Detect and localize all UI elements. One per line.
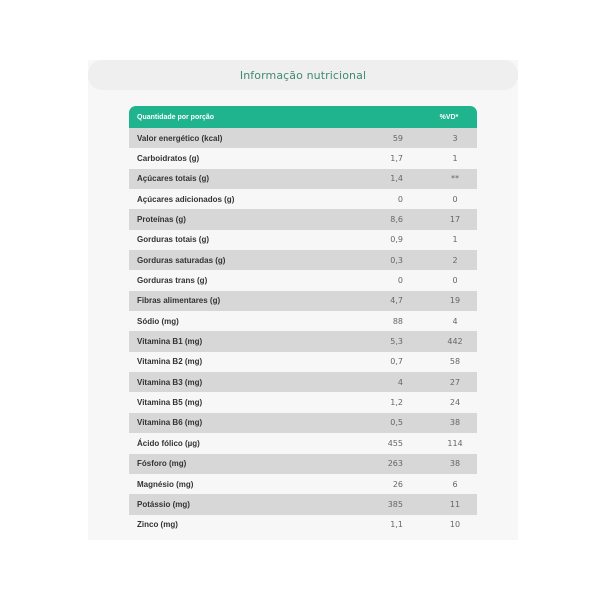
table-row bbox=[129, 474, 477, 494]
nutrient-quantity: 8,6 bbox=[390, 215, 403, 225]
nutrient-quantity: 0 bbox=[397, 276, 403, 286]
nutrient-vd: 19 bbox=[449, 296, 461, 306]
nutrient-name: Açúcares adicionados (g) bbox=[137, 194, 235, 204]
nutrient-name: Vitamina B6 (mg) bbox=[137, 418, 203, 428]
nutrient-vd: 2 bbox=[452, 255, 458, 265]
nutrient-quantity: 0,5 bbox=[390, 418, 403, 428]
nutrient-vd: 10 bbox=[449, 520, 461, 530]
table-row bbox=[129, 331, 477, 351]
nutrient-name: Zinco (mg) bbox=[137, 520, 178, 530]
nutrient-quantity: 1,1 bbox=[390, 520, 403, 530]
table-row bbox=[129, 148, 477, 168]
nutrient-vd: 1 bbox=[452, 235, 458, 245]
nutrient-quantity: 5,3 bbox=[390, 337, 403, 347]
table-row bbox=[129, 169, 477, 189]
table-row bbox=[129, 291, 477, 311]
nutrient-quantity: 26 bbox=[392, 479, 403, 489]
nutrient-quantity: 1,7 bbox=[390, 154, 403, 164]
nutrient-name: Gorduras totais (g) bbox=[137, 235, 210, 245]
table-row bbox=[129, 270, 477, 290]
table-row bbox=[129, 433, 477, 453]
nutrient-vd: 6 bbox=[452, 479, 458, 489]
nutrient-quantity: 88 bbox=[392, 316, 403, 326]
nutrient-quantity: 0,9 bbox=[390, 235, 403, 245]
nutrient-name: Carboidratos (g) bbox=[137, 154, 200, 164]
table-row bbox=[129, 189, 477, 209]
nutrient-name: Fibras alimentares (g) bbox=[137, 296, 221, 306]
section-title: Informação nutricional bbox=[239, 68, 367, 82]
table-row bbox=[129, 128, 477, 148]
table-row bbox=[129, 413, 477, 433]
nutrient-name: Açúcares totais (g) bbox=[137, 174, 210, 184]
nutrient-name: Vitamina B3 (mg) bbox=[137, 377, 203, 387]
nutrient-quantity: 59 bbox=[392, 133, 403, 143]
nutrient-vd: 27 bbox=[449, 377, 461, 387]
nutrient-quantity: 0,3 bbox=[390, 255, 403, 265]
table-row bbox=[129, 250, 477, 270]
nutrient-quantity: 4,7 bbox=[390, 296, 403, 306]
table-row bbox=[129, 494, 477, 514]
nutrient-quantity: 455 bbox=[387, 438, 403, 448]
nutrient-name: Valor energético (kcal) bbox=[137, 133, 223, 143]
nutrient-vd: 58 bbox=[449, 357, 461, 367]
table-row bbox=[129, 352, 477, 372]
table-row bbox=[129, 515, 477, 535]
nutrient-vd: 1 bbox=[452, 154, 458, 164]
nutrient-name: Vitamina B5 (mg) bbox=[137, 398, 203, 408]
nutrient-name: Potássio (mg) bbox=[137, 499, 190, 509]
table-row bbox=[129, 311, 477, 331]
table-body bbox=[129, 128, 477, 535]
nutrient-vd: 38 bbox=[449, 418, 461, 428]
nutrient-name: Vitamina B1 (mg) bbox=[137, 337, 203, 347]
nutrient-vd: 17 bbox=[449, 215, 461, 225]
nutrient-vd: 114 bbox=[447, 438, 463, 448]
nutrient-vd: 0 bbox=[452, 276, 458, 286]
nutrient-vd: 3 bbox=[452, 133, 458, 143]
table-row bbox=[129, 392, 477, 412]
nutrient-name: Gorduras trans (g) bbox=[137, 276, 208, 286]
nutrient-vd: 24 bbox=[449, 398, 461, 408]
nutrient-quantity: 1,2 bbox=[390, 398, 403, 408]
nutrient-vd: 38 bbox=[449, 459, 461, 469]
nutrient-name: Gorduras saturadas (g) bbox=[137, 255, 226, 265]
nutrient-quantity: 385 bbox=[387, 499, 403, 509]
nutrient-name: Ácido fólico (µg) bbox=[137, 438, 200, 448]
nutrient-vd: 11 bbox=[449, 499, 461, 509]
nutrient-vd: 0 bbox=[452, 194, 458, 204]
nutrient-name: Proteínas (g) bbox=[137, 215, 186, 225]
section-header[interactable] bbox=[88, 60, 518, 90]
nutrient-quantity: 1,4 bbox=[390, 174, 403, 184]
nutrient-vd: 442 bbox=[447, 337, 463, 347]
nutrient-quantity: 0 bbox=[397, 194, 403, 204]
header-vd-label: %VD* bbox=[439, 113, 459, 121]
header-portion-label: Quantidade por porção bbox=[137, 113, 215, 121]
nutrient-name: Magnésio (mg) bbox=[137, 479, 194, 489]
table-row bbox=[129, 230, 477, 250]
table-row bbox=[129, 372, 477, 392]
table-row bbox=[129, 454, 477, 474]
nutrient-name: Vitamina B2 (mg) bbox=[137, 357, 203, 367]
nutrient-quantity: 0,7 bbox=[390, 357, 403, 367]
nutrient-vd: ** bbox=[451, 174, 459, 184]
nutrient-quantity: 4 bbox=[397, 377, 403, 387]
nutrient-name: Fósforo (mg) bbox=[137, 459, 187, 469]
nutrient-quantity: 263 bbox=[387, 459, 403, 469]
table-header bbox=[129, 106, 477, 128]
nutrition-table bbox=[129, 106, 477, 535]
nutrient-vd: 4 bbox=[452, 316, 458, 326]
nutrient-name: Sódio (mg) bbox=[137, 316, 179, 326]
table-row bbox=[129, 209, 477, 229]
